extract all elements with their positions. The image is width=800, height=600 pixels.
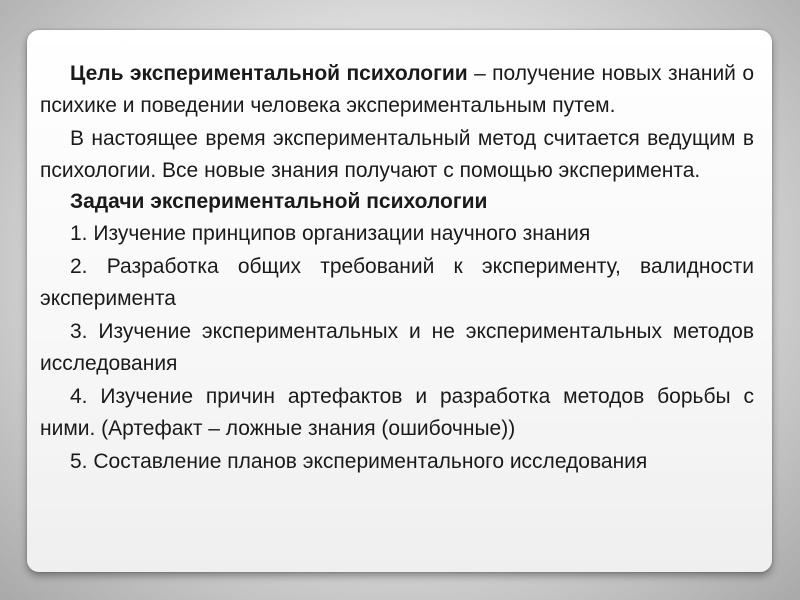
task-item-1: 1. Изучение принципов организации научного знания (70, 221, 591, 245)
task-item-4: 4. Изучение причин артефактов и разработка методов борьбы с ними. (Артефакт – ложные знания (ошибочные)) (40, 385, 754, 440)
tasks-heading: Задачи экспериментальной психологии (70, 190, 488, 213)
method-paragraph: В настоящее время экспериментальный метод считается ведущим в психологии. Все новые знания получают с помощью эксперимента. (40, 127, 754, 182)
goal-paragraph (40, 58, 754, 121)
slide-card (27, 30, 772, 572)
slide-text (40, 58, 754, 478)
task-item-5: 5. Составление планов экспериментального исследования (70, 450, 648, 473)
goal-definition: – получение новых знаний о психике и поведении человека экспериментальным путем. (40, 62, 754, 117)
task-item-3: 3. Изучение экспериментальных и не экспериментальных методов исследования (40, 320, 754, 375)
goal-term: Цель экспериментальной психологии (70, 62, 468, 85)
task-item-2: 2. Разработка общих требований к эксперименту, валидности эксперимента (40, 255, 754, 310)
